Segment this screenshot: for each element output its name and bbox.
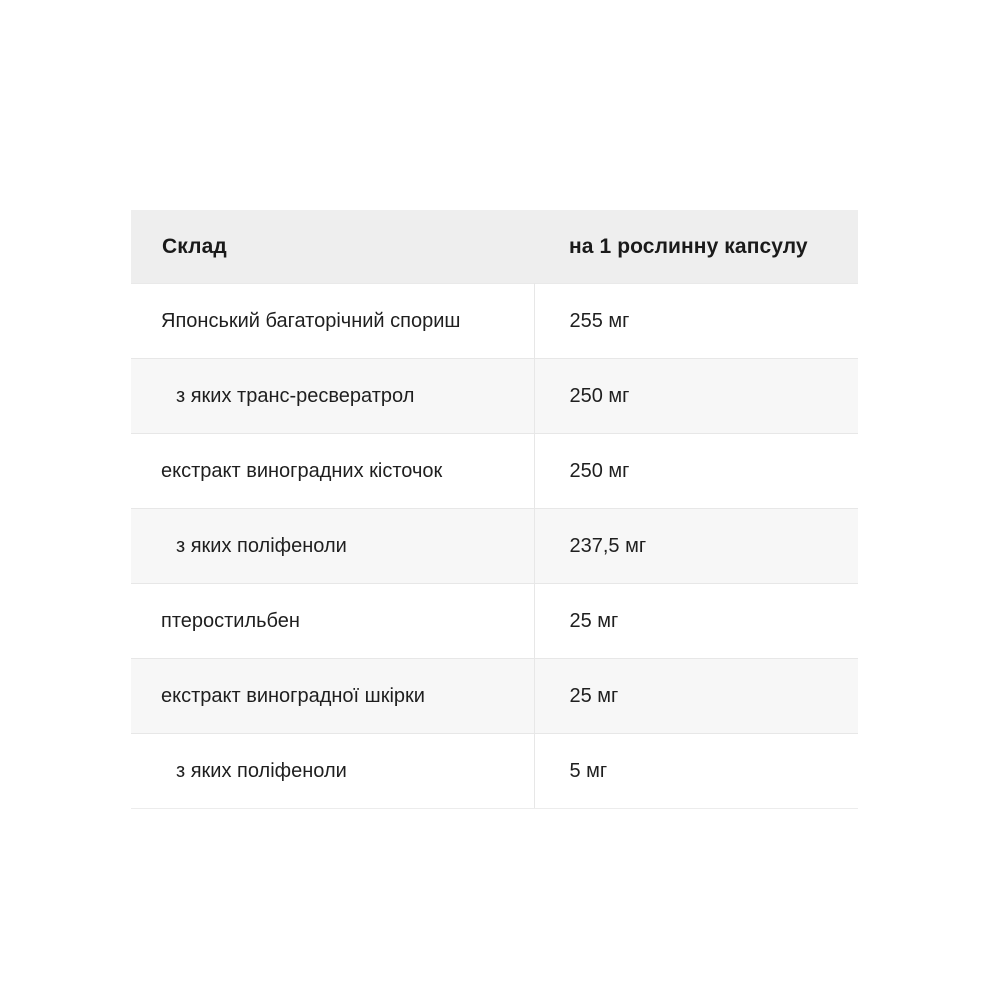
cell-ingredient-amount: 5 мг — [534, 734, 858, 809]
cell-ingredient-name: з яких транс-ресвератрол — [131, 359, 534, 434]
cell-ingredient-name: екстракт виноградних кісточок — [131, 434, 534, 509]
cell-ingredient-name: птеростильбен — [131, 584, 534, 659]
cell-ingredient-amount: 250 мг — [534, 434, 858, 509]
table-body — [131, 284, 858, 809]
cell-ingredient-amount: 255 мг — [534, 284, 858, 359]
cell-ingredient-amount: 250 мг — [534, 359, 858, 434]
table-row — [131, 659, 858, 734]
cell-ingredient-amount: 237,5 мг — [534, 509, 858, 584]
table-header — [131, 210, 858, 284]
cell-ingredient-name: екстракт виноградної шкірки — [131, 659, 534, 734]
table-row — [131, 284, 858, 359]
table-row — [131, 434, 858, 509]
table-row — [131, 509, 858, 584]
column-header-amount: на 1 рослинну капсулу — [569, 234, 808, 258]
table-row — [131, 584, 858, 659]
cell-ingredient-amount: 25 мг — [534, 659, 858, 734]
table-row — [131, 359, 858, 434]
cell-ingredient-amount: 25 мг — [534, 584, 858, 659]
cell-ingredient-name: з яких поліфеноли — [131, 509, 534, 584]
cell-ingredient-name: з яких поліфеноли — [131, 734, 534, 809]
cell-ingredient-name: Японський багаторічний спориш — [131, 284, 534, 359]
column-header-ingredient: Склад — [162, 234, 227, 258]
table-row — [131, 734, 858, 809]
table-header-row — [131, 210, 858, 284]
supplement-facts-table — [131, 210, 858, 809]
